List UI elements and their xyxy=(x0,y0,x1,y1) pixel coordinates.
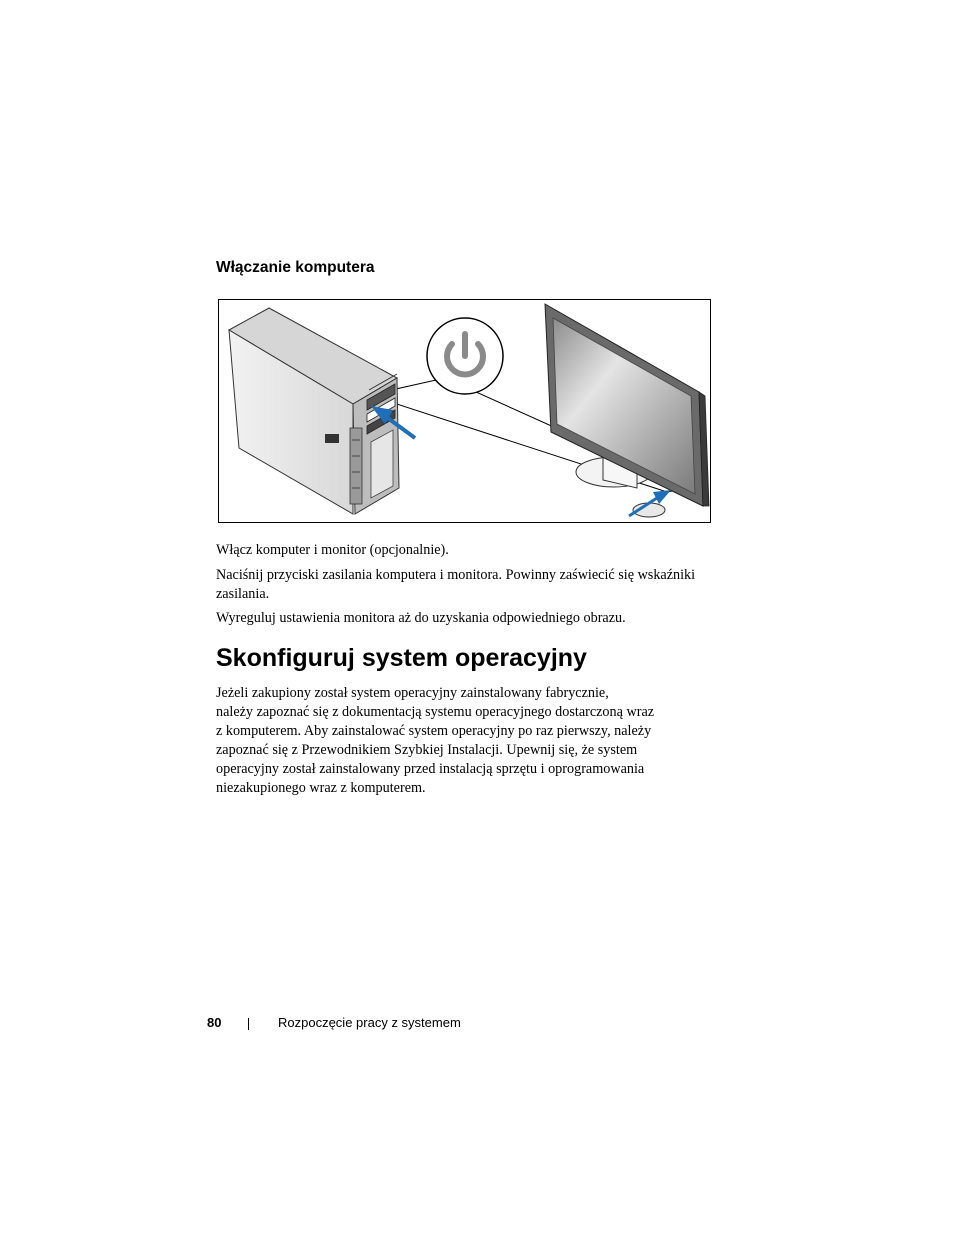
computer-and-monitor-drawing xyxy=(219,300,710,522)
step-2: Naciśnij przyciski zasilania komputera i monitora. Powinny zaświecić się wskaźniki zasilania. xyxy=(216,567,696,602)
monitor xyxy=(545,304,709,517)
running-title: Rozpoczęcie pracy z systemem xyxy=(278,1015,461,1030)
step-3: Wyreguluj ustawienia monitora aż do uzyskania odpowiedniego obrazu. xyxy=(216,610,626,626)
body-line: niezakupionego wraz z komputerem. xyxy=(216,780,426,796)
body-line: Jeżeli zakupiony został system operacyjny zainstalowany fabrycznie, xyxy=(216,685,609,701)
body-line: należy zapoznać się z dokumentacją systemu operacyjnego dostarczoną wraz xyxy=(216,704,655,720)
tower-computer xyxy=(229,308,399,514)
page-number: 80 xyxy=(207,1015,222,1030)
body-line: zapoznać się z Przewodnikiem Szybkiej Instalacji. Upewnij się, że system xyxy=(216,742,638,758)
power-on-illustration xyxy=(218,299,711,523)
power-button-callout xyxy=(427,318,503,394)
body-line: z komputerem. Aby zainstalować system operacyjny po raz pierwszy, należy xyxy=(216,723,652,739)
body-paragraph xyxy=(216,684,696,798)
footer-separator xyxy=(248,1018,249,1030)
section-heading: Włączanie komputera xyxy=(216,259,375,276)
step-1: Włącz komputer i monitor (opcjonalnie). xyxy=(216,542,449,558)
main-heading: Skonfiguruj system operacyjny xyxy=(216,644,587,672)
body-line: operacyjny został zainstalowany przed instalacją sprzętu i oprogramowania xyxy=(216,761,645,777)
